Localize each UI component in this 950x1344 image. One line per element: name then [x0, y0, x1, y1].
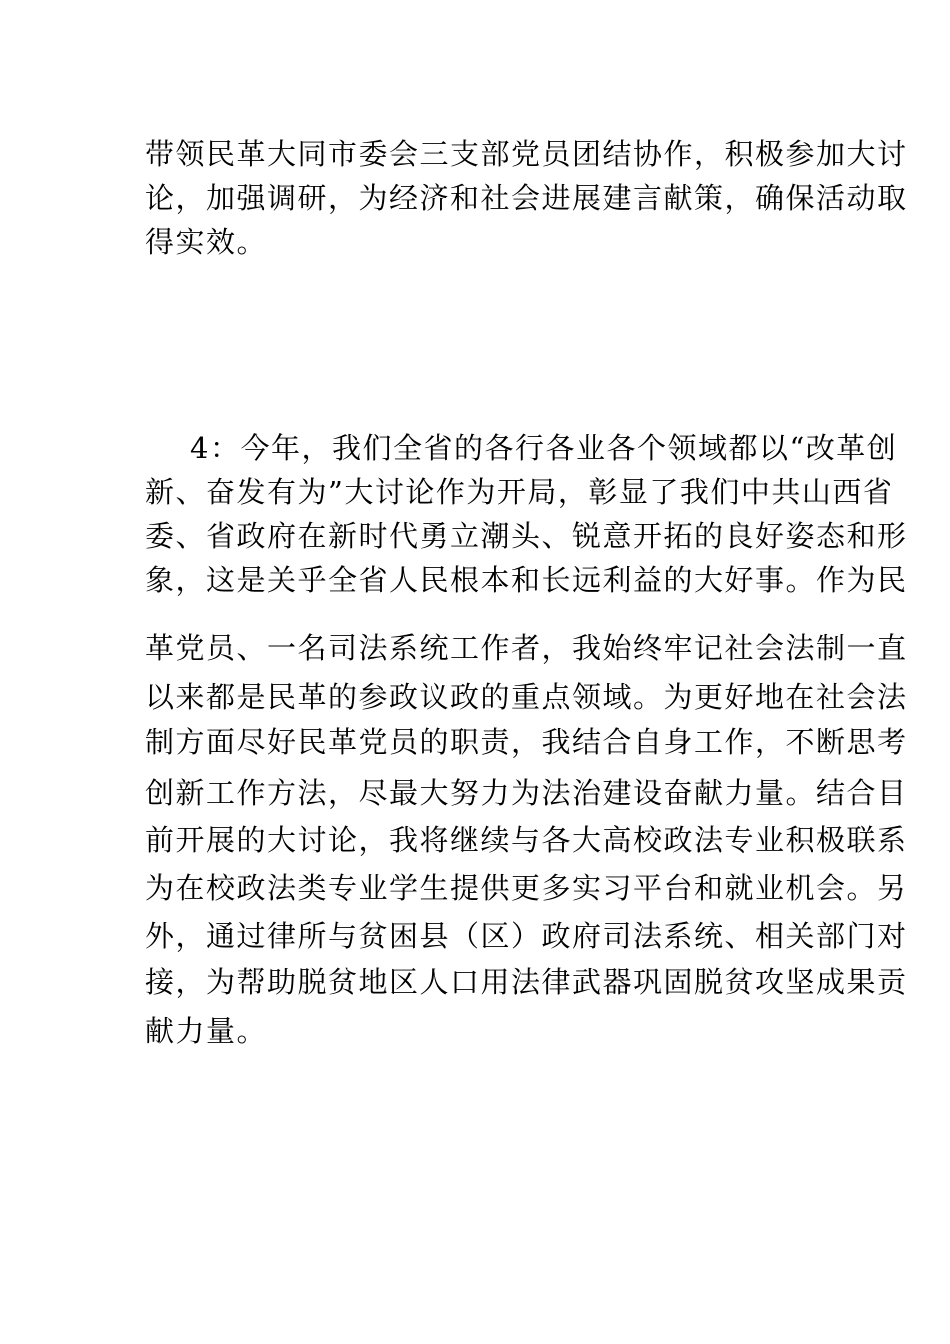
paragraph-line: 论，加强调研，为经济和社会进展建言献策，确保活动取 — [145, 181, 908, 215]
paragraph-line: 接，为帮助脱贫地区人口用法律武器巩固脱贫攻坚成果贡 — [145, 965, 908, 999]
paragraph-line: 新、奋发有为”大讨论作为开局，彰显了我们中共山西省 — [145, 475, 894, 509]
paragraph-line: 革党员、一名司法系统工作者，我始终牢记社会法制一直 — [145, 631, 908, 665]
paragraph-line: 委、省政府在新时代勇立潮头、锐意开拓的良好姿态和形 — [145, 519, 908, 553]
paragraph-line: 为在校政法类专业学生提供更多实习平台和就业机会。另 — [145, 871, 908, 905]
paragraph-line: 带领民革大同市委会三支部党员团结协作，积极参加大讨 — [145, 137, 908, 171]
paragraph-line: 4：今年，我们全省的各行各业各个领域都以“改革创 — [190, 431, 898, 465]
paragraph-line: 以来都是民革的参政议政的重点领域。为更好地在社会法 — [145, 680, 908, 714]
paragraph-line: 创新工作方法，尽最大努力为法治建设奋献力量。结合目 — [145, 776, 908, 810]
paragraph-line: 象，这是关乎全省人民根本和长远利益的大好事。作为民 — [145, 563, 908, 597]
paragraph-line: 外，通过律所与贫困县（区）政府司法系统、相关部门对 — [145, 919, 908, 953]
paragraph-line: 制方面尽好民革党员的职责，我结合自身工作，不断思考 — [145, 725, 908, 759]
paragraph-line: 前开展的大讨论，我将继续与各大高校政法专业积极联系 — [145, 823, 908, 857]
paragraph-line: 献力量。 — [145, 1014, 268, 1048]
paragraph-line: 得实效。 — [145, 225, 268, 259]
